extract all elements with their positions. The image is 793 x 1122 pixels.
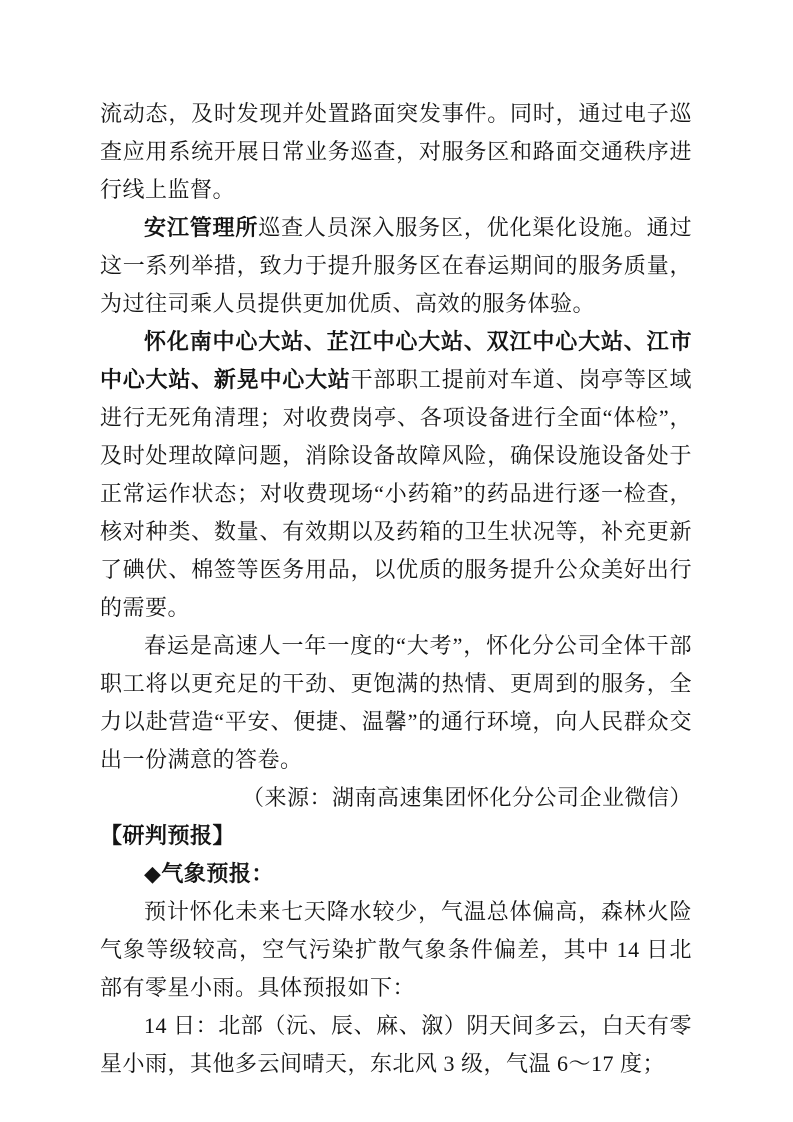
bold-text-run: 安江管理所 (144, 215, 259, 240)
paragraph-source-credit (100, 779, 692, 817)
text-run: 巡查人员深入服务区，优化渠化设施。通过这一系列举措，致力于提升服务区在春运期间的服务质量，为过往司乘人员提供更加优质、高效的服务体验。 (100, 215, 692, 316)
bold-text-run: 【研判预报】 (100, 823, 236, 848)
paragraph-patrol-continuation (100, 95, 692, 209)
text-run: 14 日：北部（沅、辰、麻、溆）阴天间多云，白天有零星小雨，其他多云间晴天，东北风 3 级，气温 6～17 度； (100, 1013, 692, 1076)
paragraph-toll-stations (100, 323, 692, 627)
text-run: 流动态，及时发现并处置路面突发事件。同时，通过电子巡查应用系统开展日常业务巡查，对服务区和路面交通秩序进行线上监督。 (100, 101, 692, 202)
document-content (100, 95, 692, 1083)
text-run: 春运是高速人一年一度的“大考”，怀化分公司全体干部职工将以更充足的干劲、更饱满的热情、更周到的服务，全力以赴营造“平安、便捷、温馨”的通行环境，向人民群众交出一份满意的答卷。 (100, 633, 692, 772)
text-run: 预计怀化未来七天降水较少，气温总体偏高，森林火险气象等级较高，空气污染扩散气象条件偏差，其中 14 日北部有零星小雨。具体预报如下： (100, 899, 692, 1000)
bold-text-run: ◆气象预报： (144, 861, 274, 886)
text-run: （来源：湖南高速集团怀化分公司企业微信） (241, 785, 692, 810)
paragraph-forecast-day14 (100, 1007, 692, 1083)
bold-text-run: 怀化南中心大站、芷江中心大站、双江中心大站、江市中心大站、新晃中心大站 (100, 329, 692, 392)
text-run: 干部职工提前对车道、岗亭等区域进行无死角清理；对收费岗亭、各项设备进行全面“体检”，及时处理故障问题，消除设备故障风险，确保设施设备处于正常运作状态；对收费现场“小药箱”的药品进行逐一检查，核对种类、数量、有效期以及药箱的卫生状况等，补充更新了碘伏、棉签等医务用品，以优质的服务提升公众美好出行的需要。 (100, 367, 692, 620)
paragraph-spring-festival-exam (100, 627, 692, 779)
subheading-weather-forecast (100, 855, 692, 893)
paragraph-weather-overview (100, 893, 692, 1007)
paragraph-anjiang-office (100, 209, 692, 323)
heading-forecast-section (100, 817, 692, 855)
